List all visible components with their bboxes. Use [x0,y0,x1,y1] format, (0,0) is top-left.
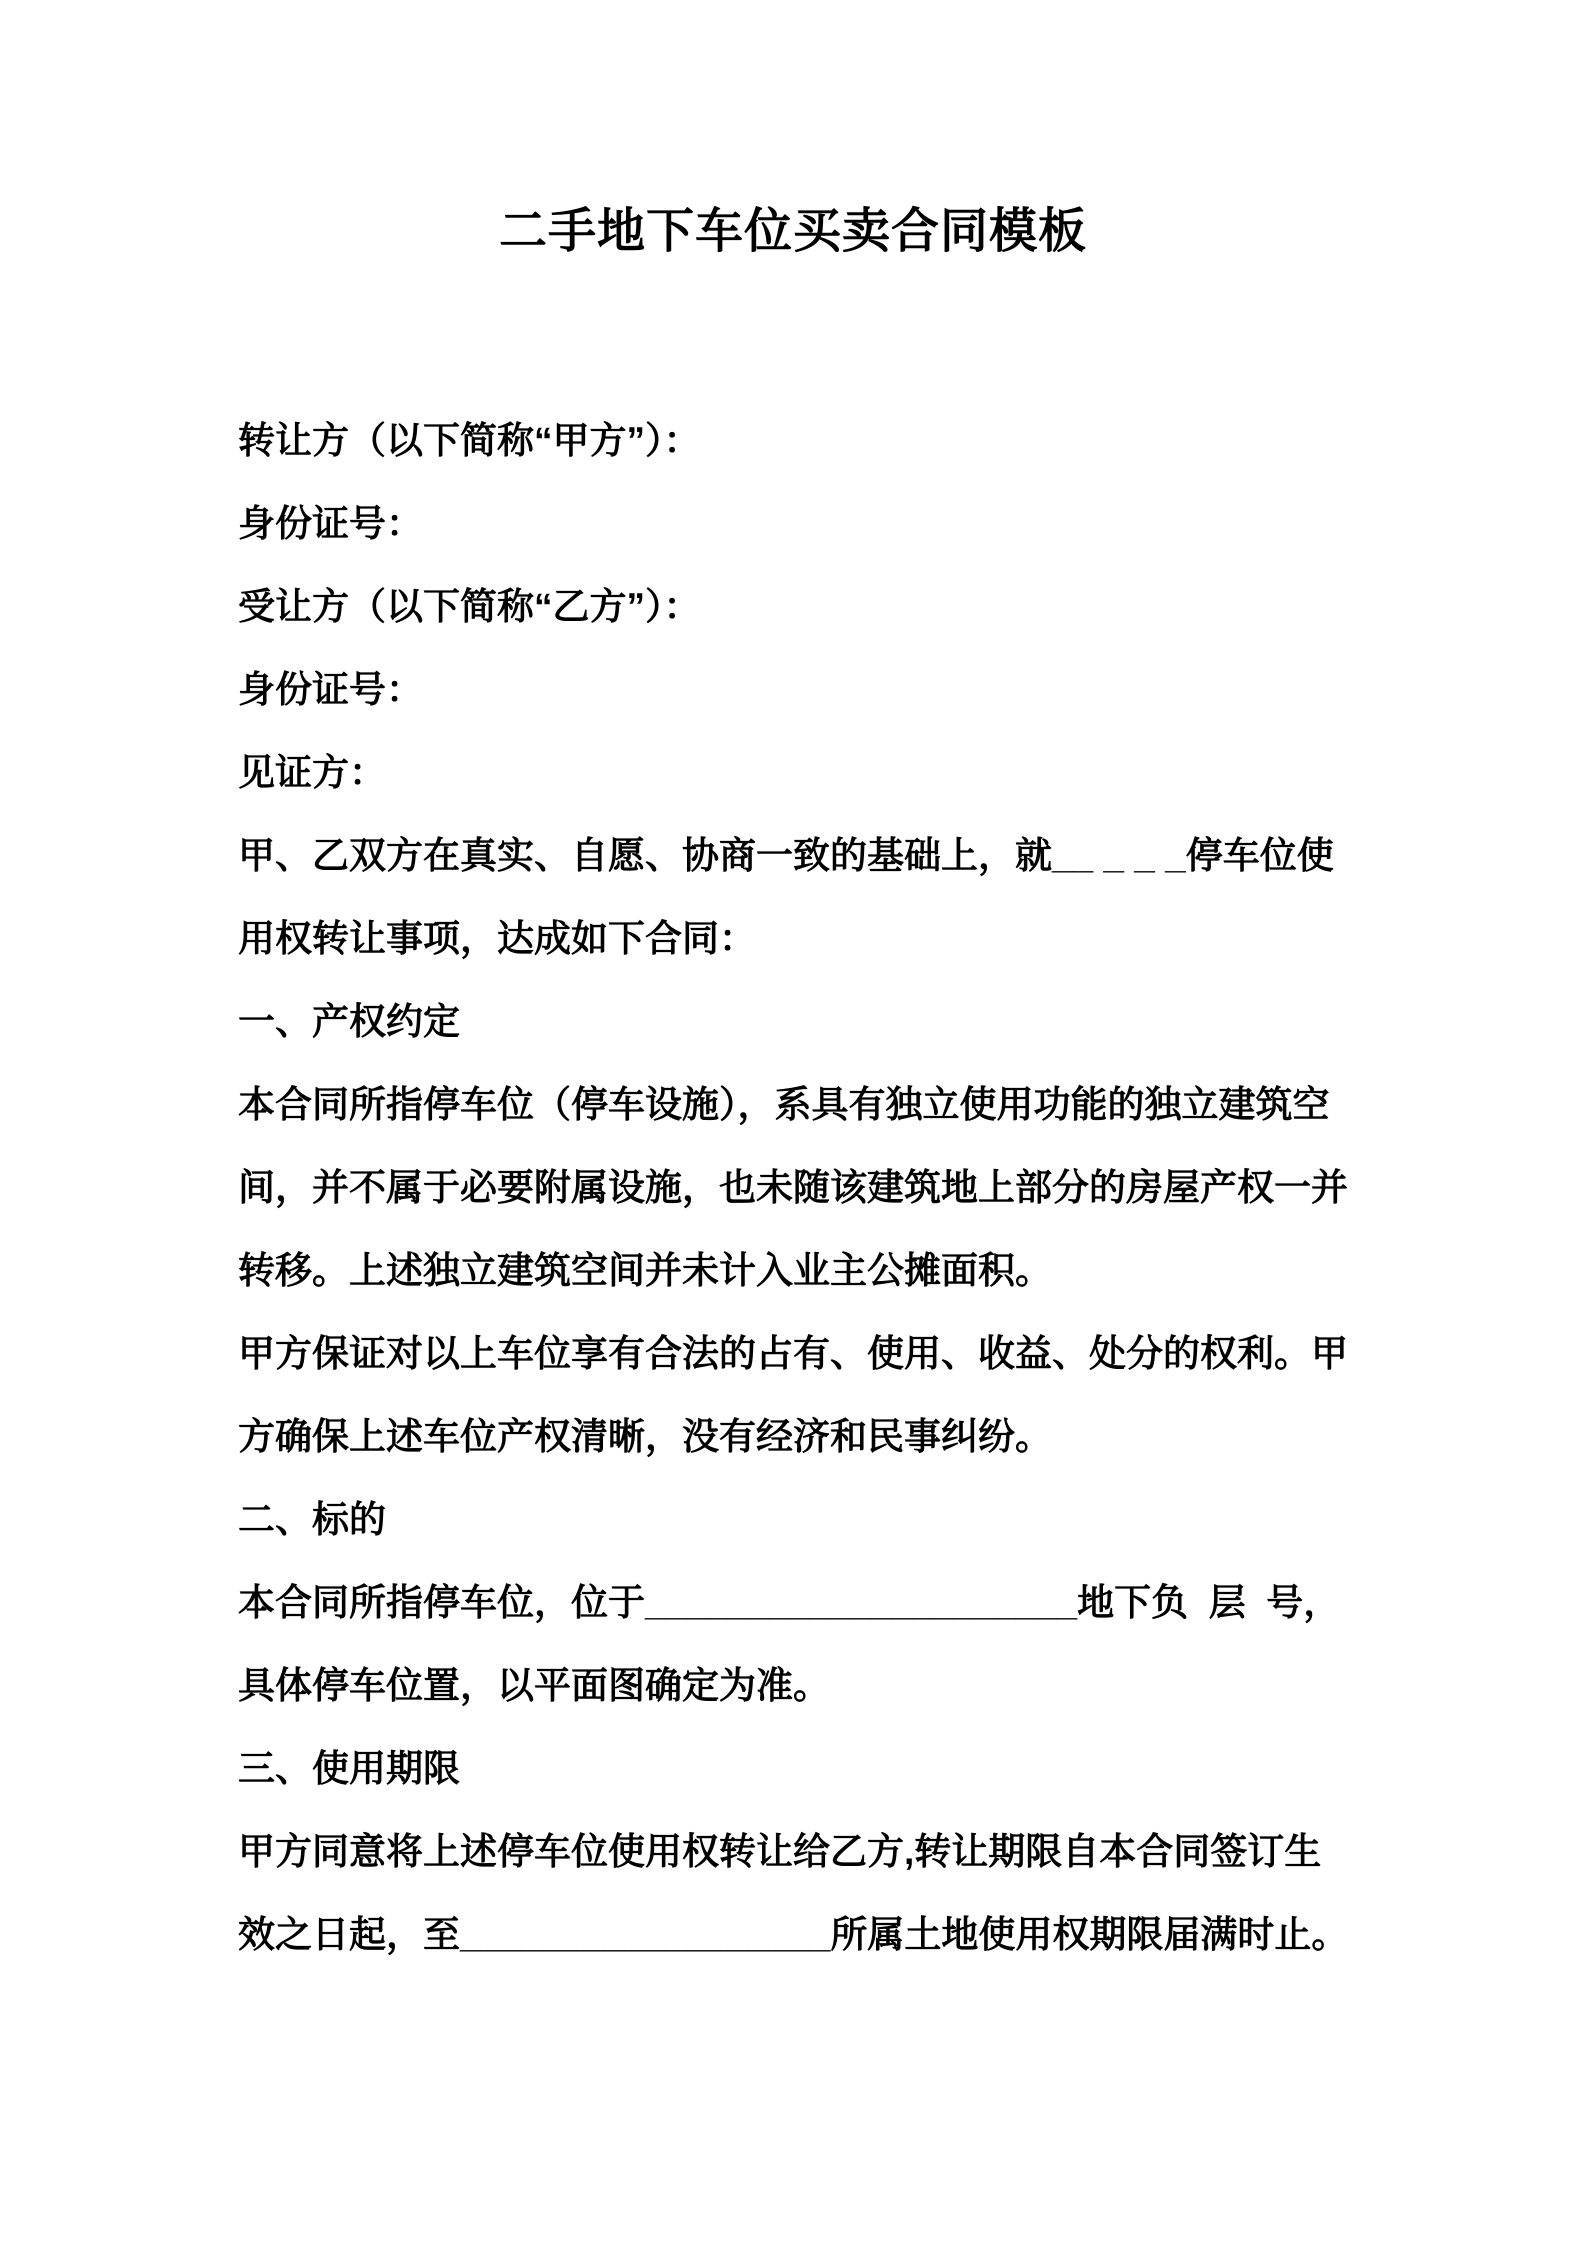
document-line: 转让方（以下简称“甲方”）： [238,420,701,461]
document-line: 见证方： [238,752,386,793]
document-line: 身份证号： [238,503,423,544]
document-line: 效之日起，至__________________所属土地使用权期限届满时止。 [238,1914,1349,1955]
document-body [238,399,1368,1976]
document-line: 身份证号： [238,669,423,710]
document-line: 用权转让事项，达成如下合同： [238,918,756,959]
document-line: 三、使用期限 [238,1748,460,1789]
document-line: 甲方保证对以上车位享有合法的占有、使用、收益、处分的权利。甲 [238,1333,1348,1374]
document-line: 方确保上述车位产权清晰，没有经济和民事纠纷。 [238,1416,1052,1457]
document-line: 甲方同意将上述停车位使用权转让给乙方,转让期限自本合同签订生 [238,1831,1322,1872]
document-line: 转移。上述独立建筑空间并未计入业主公摊面积。 [238,1250,1052,1291]
document-line: 二、标的 [238,1499,386,1540]
document-title: 二手地下车位买卖合同模板 [498,205,1087,258]
document-line: 一、产权约定 [238,1001,460,1042]
document-line: 本合同所指停车位，位于_____________________地下负 层 号， [238,1582,1341,1623]
document-line: 本合同所指停车位（停车设施），系具有独立使用功能的独立建筑空 [238,1084,1330,1125]
document-line: 甲、乙双方在真实、自愿、协商一致的基础上，就__ _ _ _停车位使 [238,835,1334,876]
document-line: 受让方（以下简称“乙方”）： [238,586,701,627]
document-line: 间，并不属于必要附属设施，也未随该建筑地上部分的房屋产权一并 [238,1167,1348,1208]
document-line: 具体停车位置，以平面图确定为准。 [238,1665,830,1706]
